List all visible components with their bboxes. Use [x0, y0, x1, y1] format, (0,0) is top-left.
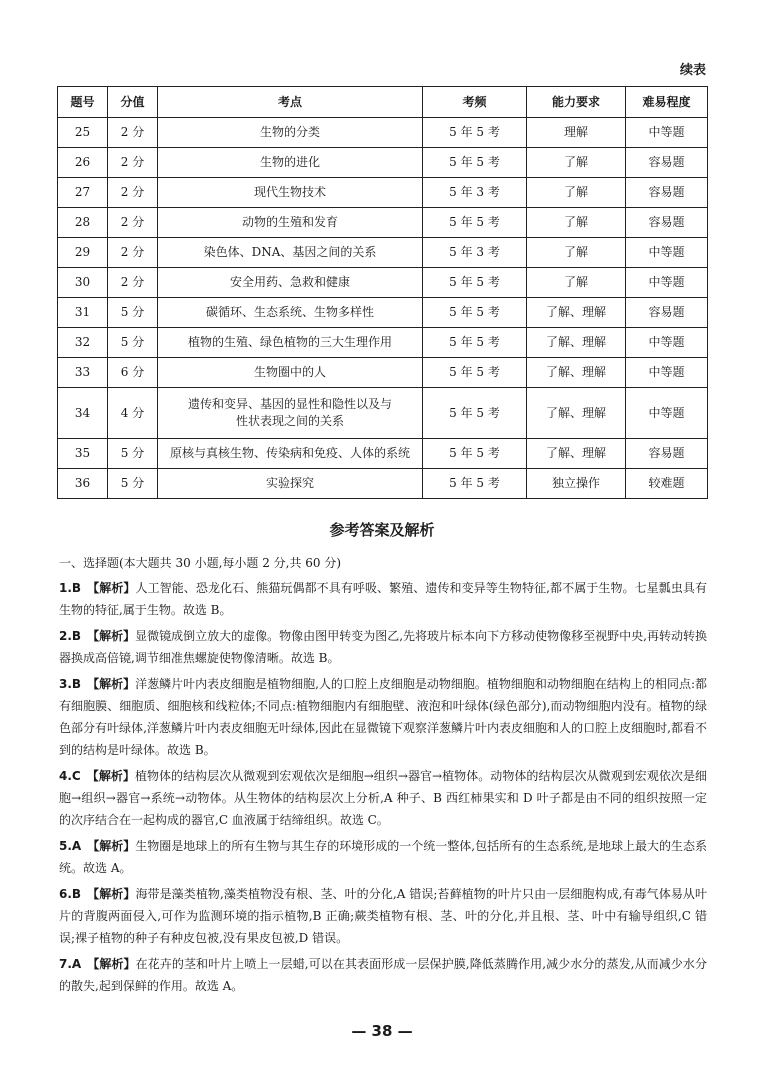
analysis-tag: 【解析】 [87, 887, 136, 901]
answer-text: 生物圈是地球上的所有生物与其生存的环境形成的一个统一整体,包括所有的生态系统,是地球上最大的生态系统。故选 A。 [59, 839, 707, 875]
cell-question-number: 28 [58, 208, 108, 238]
cell-exam-point: 原核与真核生物、传染病和免疫、人体的系统 [158, 439, 423, 469]
cell-score: 2 分 [108, 238, 158, 268]
cell-frequency: 5 年 5 考 [423, 469, 527, 499]
answer-choice: A [71, 839, 82, 853]
continued-label: 续表 [679, 63, 706, 78]
answer-text: 植物体的结构层次从微观到宏观依次是细胞→组织→器官→植物体。动物体的结构层次从微观到宏观依次是细胞→组织→器官→系统→动物体。从生物体的结构层次上分析,A 种子、B 西红柿果实和 D 叶子都是由不同的组织按照一定的次序结合在一起构成的器官,C 血液属于结缔组织。故选 C。 [59, 769, 707, 827]
cell-difficulty: 中等题 [626, 238, 708, 268]
cell-exam-point: 植物的生殖、绿色植物的三大生理作用 [158, 328, 423, 358]
table-row [58, 148, 708, 178]
answer-item [59, 765, 707, 831]
cell-score: 2 分 [108, 148, 158, 178]
page-number: — 38 — [351, 1022, 413, 1040]
cell-frequency: 5 年 3 考 [423, 178, 527, 208]
analysis-tag: 【解析】 [87, 677, 136, 691]
cell-question-number: 36 [58, 469, 108, 499]
cell-ability: 了解、理解 [527, 388, 626, 439]
analysis-tag: 【解析】 [87, 629, 136, 643]
cell-question-number: 31 [58, 298, 108, 328]
cell-ability: 了解 [527, 148, 626, 178]
cell-question-number: 27 [58, 178, 108, 208]
cell-exam-point: 动物的生殖和发育 [158, 208, 423, 238]
cell-score: 2 分 [108, 208, 158, 238]
cell-question-number: 35 [58, 439, 108, 469]
table-row [58, 469, 708, 499]
cell-score: 2 分 [108, 178, 158, 208]
cell-score: 5 分 [108, 298, 158, 328]
answer-number: 3. [59, 677, 72, 691]
cell-question-number: 34 [58, 388, 108, 439]
cell-difficulty: 中等题 [626, 358, 708, 388]
cell-difficulty: 较难题 [626, 469, 708, 499]
answer-item [59, 835, 707, 879]
cell-exam-point: 生物圈中的人 [158, 358, 423, 388]
cell-question-number: 29 [58, 238, 108, 268]
cell-exam-point: 现代生物技术 [158, 178, 423, 208]
cell-exam-point: 碳循环、生态系统、生物多样性 [158, 298, 423, 328]
cell-score: 5 分 [108, 469, 158, 499]
answer-choice: B [71, 677, 82, 691]
answer-text: 人工智能、恐龙化石、熊猫玩偶都不具有呼吸、繁殖、遗传和变异等生物特征,都不属于生物。七星瓢虫具有生物的特征,属于生物。故选 B。 [59, 581, 707, 617]
cell-ability: 了解、理解 [527, 439, 626, 469]
table-row [58, 328, 708, 358]
cell-difficulty: 容易题 [626, 298, 708, 328]
answer-choice: A [71, 957, 82, 971]
answer-text: 海带是藻类植物,藻类植物没有根、茎、叶的分化,A 错误;苔藓植物的叶片只由一层细胞构成,有毒气体易从叶片的背腹两面侵入,可作为监测环境的指示植物,B 正确;蕨类植物有根、茎、叶的分化,并且根、茎、叶中有输导组织,C 错误;裸子植物的种子有种皮包被,没有果皮包被,D 错误。 [59, 887, 707, 945]
cell-exam-point: 染色体、DNA、基因之间的关系 [158, 238, 423, 268]
answer-number: 7. [59, 957, 72, 971]
cell-frequency: 5 年 5 考 [423, 298, 527, 328]
answer-choice: C [71, 769, 81, 783]
cell-frequency: 5 年 5 考 [423, 358, 527, 388]
cell-ability: 了解 [527, 268, 626, 298]
cell-exam-point: 生物的进化 [158, 148, 423, 178]
cell-score: 2 分 [108, 118, 158, 148]
header-frequency: 考频 [423, 87, 527, 118]
cell-exam-point: 生物的分类 [158, 118, 423, 148]
cell-score: 6 分 [108, 358, 158, 388]
cell-difficulty: 中等题 [626, 268, 708, 298]
header-ability: 能力要求 [527, 87, 626, 118]
answer-item [59, 883, 707, 949]
answer-text: 在花卉的茎和叶片上喷上一层蜡,可以在其表面形成一层保护膜,降低蒸腾作用,减少水分的蒸发,从而减少水分的散失,起到保鲜的作用。故选 A。 [59, 957, 707, 993]
cell-question-number: 32 [58, 328, 108, 358]
cell-ability: 了解 [527, 178, 626, 208]
answer-item [59, 953, 707, 997]
table-row [58, 268, 708, 298]
cell-exam-point: 实验探究 [158, 469, 423, 499]
answers-list [59, 577, 707, 1001]
cell-score: 2 分 [108, 268, 158, 298]
header-difficulty: 难易程度 [626, 87, 708, 118]
cell-frequency: 5 年 3 考 [423, 238, 527, 268]
section-title: 参考答案及解析 [329, 521, 435, 539]
answer-number: 4. [59, 769, 72, 783]
table-row [58, 439, 708, 469]
cell-score: 4 分 [108, 388, 158, 439]
cell-difficulty: 容易题 [626, 178, 708, 208]
answer-choice: B [71, 887, 82, 901]
cell-frequency: 5 年 5 考 [423, 268, 527, 298]
analysis-tag: 【解析】 [87, 581, 136, 595]
cell-question-number: 30 [58, 268, 108, 298]
cell-ability: 了解 [527, 208, 626, 238]
cell-question-number: 26 [58, 148, 108, 178]
answer-number: 1. [59, 581, 72, 595]
analysis-tag: 【解析】 [87, 839, 136, 853]
table-row [58, 388, 708, 439]
answer-item [59, 625, 707, 669]
answer-number: 6. [59, 887, 72, 901]
answer-number: 2. [59, 629, 72, 643]
cell-exam-point: 安全用药、急救和健康 [158, 268, 423, 298]
analysis-tag: 【解析】 [86, 769, 135, 783]
cell-exam-point: 遗传和变异、基因的显性和隐性以及与 性状表现之间的关系 [158, 388, 423, 439]
cell-ability: 理解 [527, 118, 626, 148]
answer-choice: B [71, 581, 82, 595]
cell-question-number: 25 [58, 118, 108, 148]
header-exam-point: 考点 [158, 87, 423, 118]
cell-score: 5 分 [108, 328, 158, 358]
cell-ability: 了解、理解 [527, 328, 626, 358]
answer-item [59, 673, 707, 761]
table-row [58, 208, 708, 238]
table-header-row [58, 87, 708, 118]
exam-points-table [57, 86, 708, 499]
cell-frequency: 5 年 5 考 [423, 208, 527, 238]
answer-text: 显微镜成倒立放大的虚像。物像由图甲转变为图乙,先将玻片标本向下方移动使物像移至视野中央,再转动转换器换成高倍镜,调节细准焦螺旋使物像清晰。故选 B。 [59, 629, 707, 665]
cell-difficulty: 中等题 [626, 328, 708, 358]
section-intro: 一、选择题(本大题共 30 小题,每小题 2 分,共 60 分) [59, 556, 342, 570]
table-row [58, 178, 708, 208]
cell-frequency: 5 年 5 考 [423, 439, 527, 469]
table-row [58, 298, 708, 328]
cell-ability: 了解、理解 [527, 358, 626, 388]
answer-text: 洋葱鳞片叶内表皮细胞是植物细胞,人的口腔上皮细胞是动物细胞。植物细胞和动物细胞在结构上的相同点:都有细胞膜、细胞质、细胞核和线粒体;不同点:植物细胞内有细胞壁、液泡和叶绿体(绿色部分),而动物细胞内没有。植物的绿色部分有叶绿体,洋葱鳞片叶内表皮细胞无叶绿体,因此在显微镜下观察洋葱鳞片叶内表皮细胞和人的口腔上皮细胞时,都看不到的结构是叶绿体。故选 B。 [59, 677, 707, 757]
cell-score: 5 分 [108, 439, 158, 469]
cell-frequency: 5 年 5 考 [423, 328, 527, 358]
header-question-number: 题号 [58, 87, 108, 118]
table-row [58, 238, 708, 268]
header-score: 分值 [108, 87, 158, 118]
table-body [58, 118, 708, 499]
cell-ability: 独立操作 [527, 469, 626, 499]
cell-ability: 了解 [527, 238, 626, 268]
cell-question-number: 33 [58, 358, 108, 388]
analysis-tag: 【解析】 [87, 957, 136, 971]
answer-number: 5. [59, 839, 72, 853]
cell-difficulty: 容易题 [626, 439, 708, 469]
cell-difficulty: 中等题 [626, 388, 708, 439]
cell-difficulty: 中等题 [626, 118, 708, 148]
cell-frequency: 5 年 5 考 [423, 388, 527, 439]
cell-difficulty: 容易题 [626, 208, 708, 238]
cell-difficulty: 容易题 [626, 148, 708, 178]
answer-choice: B [71, 629, 82, 643]
cell-ability: 了解、理解 [527, 298, 626, 328]
cell-frequency: 5 年 5 考 [423, 148, 527, 178]
answer-item [59, 577, 707, 621]
table-row [58, 358, 708, 388]
cell-frequency: 5 年 5 考 [423, 118, 527, 148]
table-row [58, 118, 708, 148]
